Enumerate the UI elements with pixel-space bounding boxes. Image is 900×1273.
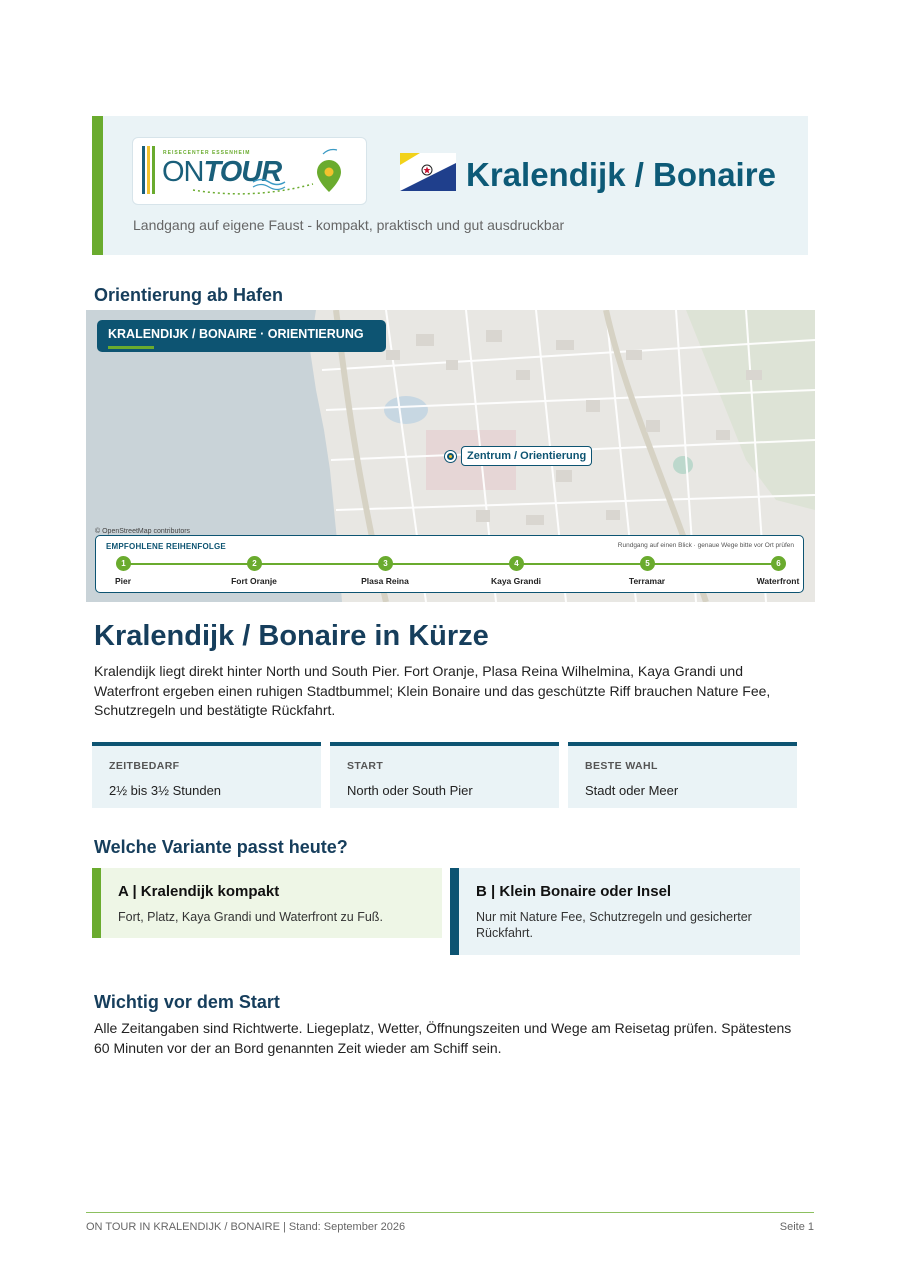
footer-text: ON TOUR IN KRALENDIJK / BONAIRE | Stand: September 2026: [86, 1221, 406, 1233]
route-stop-name: Fort Oranje: [231, 576, 277, 586]
page-subtitle: Landgang auf eigene Faust - kompakt, praktisch und gut ausdruckbar: [133, 217, 565, 233]
route-note: Rundgang auf einen Blick · genaue Wege bitte vor Ort prüfen: [617, 542, 794, 549]
stat-value: 2½ bis 3½ Stunden: [109, 783, 222, 798]
route-stop-name: Pier: [114, 576, 132, 586]
route-stop-name: Waterfront: [756, 576, 800, 586]
route-panel: [95, 535, 804, 593]
map-pin-icon[interactable]: [445, 451, 456, 462]
route-stop-marker: 4: [509, 556, 524, 571]
route-stop-marker: 1: [116, 556, 131, 571]
bonaire-flag-icon: [400, 153, 456, 191]
route-stop-marker: 5: [640, 556, 655, 571]
stat-value: Stadt oder Meer: [585, 783, 679, 798]
stat-label: START: [347, 760, 384, 772]
variant-a-text: Fort, Platz, Kaya Grandi und Waterfront zu Fuß.: [118, 910, 383, 924]
stat-card: [92, 742, 321, 808]
route-stop-marker: 2: [247, 556, 262, 571]
orientation-heading: Orientierung ab Hafen: [94, 285, 284, 305]
header-accent-bar: [92, 116, 103, 255]
stat-label: ZEITBEDARF: [109, 760, 180, 772]
logo-tagline: REISECENTER ESSENHEIM: [163, 150, 251, 156]
summary-heading: Kralendijk / Bonaire in Kürze: [94, 620, 489, 652]
page-title: Kralendijk / Bonaire: [466, 156, 776, 193]
variant-b-text: Nur mit Nature Fee, Schutzregeln und gesicherter Rückfahrt.: [476, 910, 752, 940]
variant-b-title: B | Klein Bonaire oder Insel: [476, 883, 672, 900]
variant-b-card: [450, 868, 800, 955]
map-title-text: KRALENDIJK / BONAIRE · ORIENTIERUNG: [108, 327, 364, 341]
stat-card: [568, 742, 797, 808]
stat-label: BESTE WAHL: [585, 760, 658, 772]
route-title: EMPFOHLENE REIHENFOLGE: [106, 542, 226, 551]
route-stop-name: Plasa Reina: [361, 576, 409, 586]
variant-a-card: [92, 868, 442, 938]
route-stop-name: Kaya Grandi: [490, 576, 542, 586]
page-number: Seite 1: [779, 1221, 814, 1233]
logo-route-graphic: [133, 138, 366, 204]
important-text: Alle Zeitangaben sind Richtwerte. Liegeplatz, Wetter, Öffnungszeiten und Wege am Reisetag prüfen. Spätestens 60 Minuten vor der an Bord genannten Zeit wieder am Schiff sein.: [94, 1020, 792, 1056]
stat-value: North oder South Pier: [347, 783, 473, 798]
footer-divider: [86, 1212, 814, 1213]
on-tour-logo: [132, 137, 367, 205]
map-title-badge: [97, 320, 386, 352]
route-stop-marker: 3: [378, 556, 393, 571]
route-stop-name: Terramar: [628, 576, 666, 586]
variants-heading: Welche Variante passt heute?: [94, 837, 348, 857]
stat-card: [330, 742, 559, 808]
important-heading: Wichtig vor dem Start: [94, 992, 280, 1012]
route-line: [123, 563, 776, 565]
summary-text: Kralendijk liegt direkt hinter North und South Pier. Fort Oranje, Plasa Reina Wilhelmina, Kaya Grandi und Waterfront ergeben einen ruhigen Stadtbummel; Klein Bonaire und das geschützte Riff brauchen Nature Fee, Schutzregeln und bestätigte Rückfahrt.: [94, 663, 771, 718]
variant-a-title: A | Kralendijk kompakt: [118, 883, 280, 900]
logo-wordmark: ONTOUR: [162, 156, 282, 188]
map-attribution: © OpenStreetMap contributors: [95, 528, 191, 535]
route-stop-marker: 6: [771, 556, 786, 571]
map-callout-center: Zentrum / Orientierung: [461, 446, 592, 466]
map-title-underline: [108, 346, 154, 349]
